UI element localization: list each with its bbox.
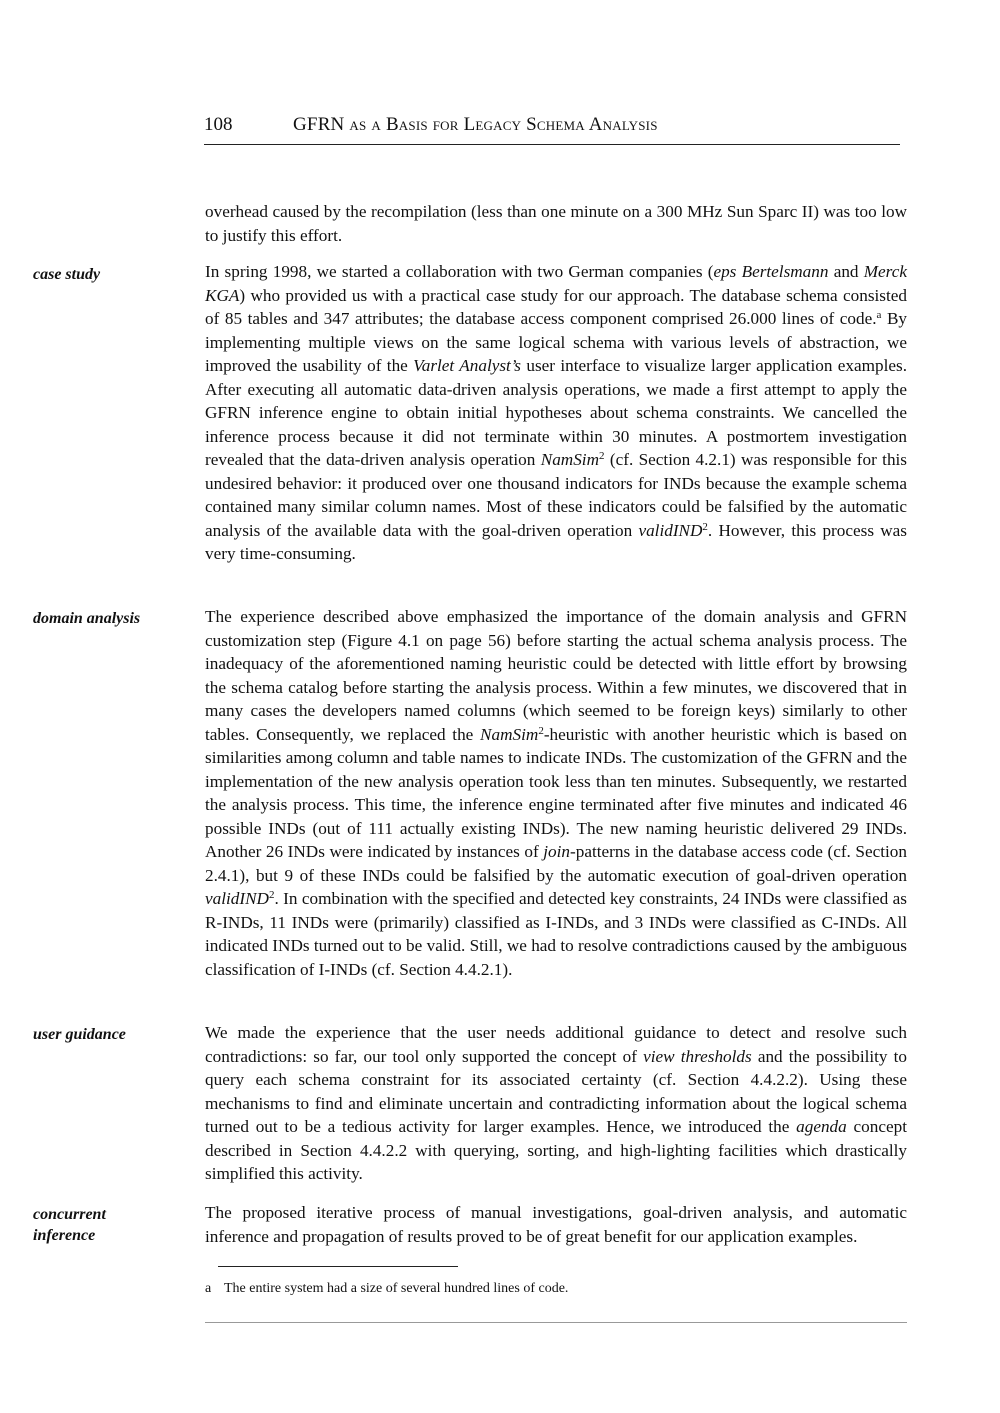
paragraph-text: [205, 605, 907, 981]
superscript: 2: [268, 889, 275, 901]
italic-term: NamSim: [480, 724, 539, 744]
paragraph-text: [205, 1021, 907, 1186]
margin-note-case-study: case study: [33, 266, 101, 283]
paragraph-text: [205, 260, 907, 566]
text-run: concept described in Section 4.4.2.2 with querying, sorting, and high-lighting facilities which drastically simplified this activity.: [205, 1117, 907, 1183]
paragraph-text: overhead caused by the recompilation (less than one minute on a 300 MHz Sun Sparc II) was too low to justify this effort.: [205, 202, 907, 245]
text-run: user interface to visualize larger application examples. After executing all automatic data-driven analysis operations, we made a first attempt to apply the GFRN inference engine to obtain initial hypotheses about schema constraints. We cancelled the inference process because it did not terminate within 30 minutes. A postmortem investigation revealed that the data-driven analysis operation: [205, 356, 908, 469]
italic-term: view thresholds: [643, 1046, 752, 1066]
italic-term: join: [543, 842, 571, 861]
margin-note-line: concurrent: [33, 1206, 106, 1223]
running-title: GFRN as a Basis for Legacy Schema Analysis: [293, 114, 658, 135]
text-run: (cf. Section 4.2.1) was responsible for this undesired behavior: it produced over one thousand indicators for INDs because the example schema contained many similar column names. Most of these indicators could be falsified by the automatic analysis of the available data with the goal-driven operation: [205, 450, 907, 540]
page-header: [204, 114, 900, 145]
footnote-mark: a: [205, 1281, 212, 1296]
paragraph-concurrent-inference: [205, 1201, 907, 1248]
margin-note-line: inference: [33, 1227, 96, 1244]
italic-term: Merck KGA: [205, 262, 907, 305]
text-run: By implementing multiple views on the same logical schema with various levels of abstraction, we improved the usability of the: [205, 309, 908, 375]
paragraph-text: The proposed iterative process of manual investigations, goal-driven analysis, and automatic inference and propagation of results proved to be of great benefit for our application examples.: [205, 1203, 907, 1246]
italic-term: eps Bertelsmann: [713, 262, 829, 281]
margin-note-user-guidance: user guidance: [33, 1026, 126, 1043]
italic-term: NamSim: [540, 450, 599, 469]
italic-term: validIND: [638, 520, 703, 540]
superscript: 2: [538, 724, 544, 737]
margin-note-domain-analysis: domain analysis: [33, 610, 141, 627]
text-run: -patterns in the database access code (cf. Section 2.4.1), but 9 of these INDs could be falsified by the automatic execution of goal-driven operation: [205, 842, 907, 885]
footnote: [205, 1280, 568, 1298]
text-run: -heuristic with another heuristic which is based on similarities among column and table names to indicate INDs. The customization of the GFRN and the implementation of the new analysis operation took less than ten minutes. Subsequently, we restarted the analysis process. This time, the inference engine terminated after five minutes and indicated 46 possible INDs (out of 111 actually existing INDs). The new naming heuristic delivered 29 INDs. Another 26 INDs were indicated by instances of: [205, 724, 907, 861]
paragraph-case-study: [205, 260, 907, 566]
text-run: We made the experience that the user needs additional guidance to detect and resolve such contradictions: so far, our tool only supported the concept of: [205, 1023, 907, 1066]
text-run: ) who provided us with a practical case study for our approach. The database schema consisted of 85 tables and 347 attributes; the database access component comprised 26.000 lines of code.: [205, 285, 907, 328]
superscript: 2: [599, 450, 605, 462]
page-number: 108: [204, 114, 233, 135]
superscript: 2: [702, 520, 708, 533]
footnote-text: The entire system had a size of several hundred lines of code.: [224, 1281, 569, 1296]
text-run: and the possibility to query each schema constraint for its associated certainty (cf. Section 4.4.2.2). Using these mechanisms to find and eliminate uncertain and contradicting information about the logical schema turned out to be a tedious activity for larger examples. Hence, we introduced the: [205, 1046, 908, 1136]
text-run: In spring 1998, we started a collaboration with two German companies (: [205, 262, 714, 281]
footnote-separator: [218, 1266, 458, 1267]
page-bottom-rule: [205, 1322, 907, 1323]
italic-term: Varlet Analyst’s: [413, 356, 522, 375]
italic-term: agenda: [796, 1117, 847, 1136]
paragraph-continuation: [205, 200, 907, 247]
paragraph-domain-analysis: [205, 605, 907, 981]
italic-term: validIND: [205, 889, 269, 908]
text-run: and: [828, 262, 864, 281]
footnote-marker: a: [876, 309, 882, 321]
text-run: . However, this process was very time-consuming.: [205, 520, 908, 563]
text-run: . In combination with the specified and detected key constraints, 24 INDs were classified as R-INDs, 11 INDs were (primarily) classified as I-INDs, and 3 INDs were classified as C-INDs. All indicated INDs turned out to be valid. Still, we had to resolve contradictions caused by the ambiguous classification of I-INDs (cf. Section 4.4.2.1).: [205, 889, 907, 979]
text-run: The experience described above emphasized the importance of the domain analysis and GFRN customization step (Figure 4.1 on page 56) before starting the actual schema analysis process. The inadequacy of the aforementioned naming heuristic could be detected with little effort by browsing the schema catalog before starting the analysis process. Within a few minutes, we discovered that in many cases the developers named columns (which seemed to be foreign keys) similarly to other tables. Consequently, we replaced the: [205, 607, 907, 744]
margin-note-concurrent-inference: [33, 1204, 183, 1246]
paragraph-user-guidance: [205, 1021, 907, 1186]
